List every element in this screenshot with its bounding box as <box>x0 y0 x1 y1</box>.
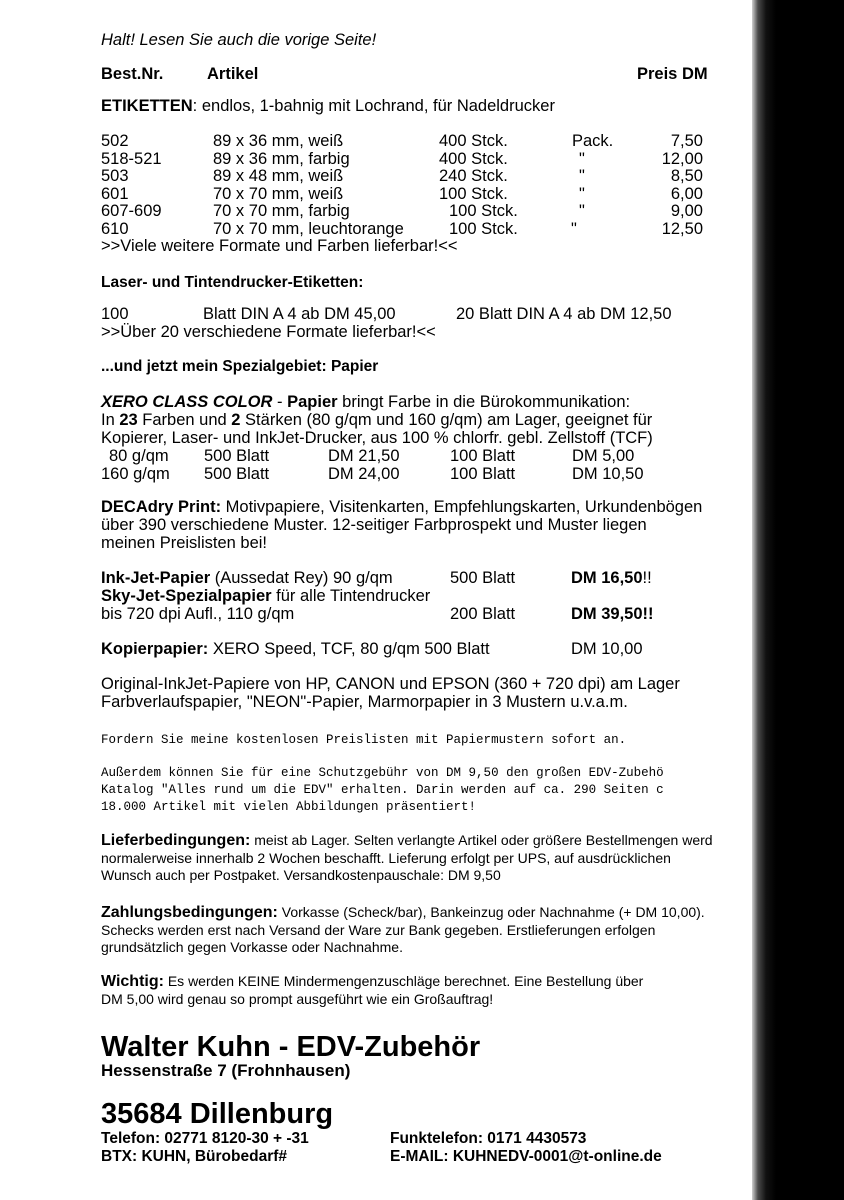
skyjet-desc: für alle Tintendrucker <box>271 587 431 605</box>
liefer-line-1 <box>101 833 713 849</box>
row-size: 89 x 36 mm, farbig <box>213 149 350 168</box>
row-unit: " <box>571 219 577 238</box>
laser-nr: 100 <box>101 305 129 323</box>
xero-line-2 <box>101 412 652 429</box>
row-price: 12,00 <box>661 149 703 168</box>
spezial-heading: ...und jetzt mein Spezialgebiet: Papier <box>101 358 379 375</box>
kopier-title: Kopierpapier: <box>101 640 209 658</box>
company-name: Walter Kuhn - EDV-Zubehör <box>101 1031 481 1063</box>
skyjet-price: DM 39,50!! <box>571 605 654 623</box>
decadry-line-1 <box>101 499 702 516</box>
xero-price-b: DM 10,50 <box>572 464 644 483</box>
xero-brand: XERO CLASS COLOR <box>101 393 273 411</box>
xero-colors-count: 23 <box>119 411 138 429</box>
original-line-2: Farbverlaufspapier, "NEON"-Papier, Marmorpapier in 3 Mustern u.v.a.m. <box>101 693 628 711</box>
laser-title: Laser- und Tintendrucker-Etiketten: <box>101 274 364 291</box>
row-size: 70 x 70 mm, leuchtorange <box>213 219 404 238</box>
mono-line-4: 18.000 Artikel mit vielen Abbildungen präsentiert! <box>101 800 477 814</box>
skyjet-line <box>101 588 430 605</box>
row-unit: " <box>579 184 585 203</box>
xero-l2-a: In <box>101 411 120 429</box>
header-preis: Preis DM <box>637 65 708 83</box>
table-row <box>101 186 741 204</box>
decadry-line-2: über 390 verschiedene Muster. 12-seitiger Farbprospekt und Muster liegen <box>101 516 647 534</box>
wichtig-line-2: DM 5,00 wird genau so prompt ausgeführt wie ein Großauftrag! <box>101 991 494 1007</box>
xero-qty-a: 500 Blatt <box>204 447 270 465</box>
liefer-title: Lieferbedingungen: <box>101 832 251 849</box>
row-qty: 100 Stck. <box>439 184 508 203</box>
inkjet-price-value: DM 16,50 <box>571 569 643 587</box>
xero-weights-count: 2 <box>231 411 241 429</box>
table-row <box>101 203 741 221</box>
decadry-line-3: meinen Preislisten bei! <box>101 534 267 552</box>
row-price: 12,50 <box>661 219 703 238</box>
xero-line-1 <box>101 394 630 411</box>
wichtig-title: Wichtig: <box>101 973 164 990</box>
inkjet-qty: 500 Blatt <box>450 569 516 587</box>
company-funktelefon: Funktelefon: 0171 4430573 <box>390 1130 587 1147</box>
laser-offer-2: 20 Blatt DIN A 4 ab DM 12,50 <box>456 305 672 323</box>
xero-dash: - <box>272 393 288 411</box>
row-nr: 601 <box>101 184 129 203</box>
skyjet-spec: bis 720 dpi Aufl., 110 g/qm <box>101 605 295 623</box>
xero-line-1-text: bringt Farbe in die Bürokommunikation: <box>337 393 631 411</box>
laser-more: >>Über 20 verschiedene Formate lieferbar!<< <box>101 323 436 341</box>
xero-price-b: DM 5,00 <box>572 447 635 465</box>
xero-price-a: DM 21,50 <box>328 447 400 465</box>
xero-weight: 160 g/qm <box>101 464 170 483</box>
mono-line-1: Fordern Sie meine kostenlosen Preislisten mit Papiermustern sofort an. <box>101 733 627 747</box>
table-row <box>101 168 741 186</box>
table-row <box>101 466 741 484</box>
row-size: 70 x 70 mm, farbig <box>213 202 350 220</box>
zahlung-line-3: grundsätzlich gegen Vorkasse oder Nachnahme. <box>101 939 403 955</box>
row-size: 70 x 70 mm, weiß <box>213 184 344 203</box>
inkjet-desc: (Aussedat Rey) 90 g/qm <box>210 569 393 587</box>
company-btx: BTX: KUHN, Bürobedarf# <box>101 1148 288 1165</box>
company-street: Hessenstraße 7 (Frohnhausen) <box>101 1061 351 1080</box>
etiketten-more: >>Viele weitere Formate und Farben lieferbar!<< <box>101 237 458 255</box>
row-nr: 607-609 <box>101 202 162 220</box>
table-row <box>101 238 741 256</box>
row-qty: 400 Stck. <box>439 132 508 150</box>
row-qty: 100 Stck. <box>449 219 518 238</box>
etiketten-title: ETIKETTEN <box>101 97 193 115</box>
row-nr: 503 <box>101 167 129 185</box>
row-nr: 610 <box>101 219 129 238</box>
company-city: 35684 Dillenburg <box>101 1098 334 1130</box>
original-line-1: Original-InkJet-Papiere von HP, CANON und EPSON (360 + 720 dpi) am Lager <box>101 675 680 693</box>
row-size: 89 x 48 mm, weiß <box>213 167 344 185</box>
inkjet-price-exclaim: !! <box>642 569 652 587</box>
company-email: E-MAIL: KUHNEDV-0001@t-online.de <box>390 1148 662 1165</box>
row-qty: 100 Stck. <box>449 202 518 220</box>
header-bestnr: Best.Nr. <box>101 65 164 83</box>
row-price: 7,50 <box>670 132 703 150</box>
skyjet-qty: 200 Blatt <box>450 605 516 623</box>
kopier-line <box>101 641 490 658</box>
row-nr: 502 <box>101 132 129 150</box>
liefer-line-3: Wunsch auch per Postpaket. Versandkostenpauschale: DM 9,50 <box>101 867 501 883</box>
skyjet-title: Sky-Jet-Spezialpapier <box>101 587 272 605</box>
row-unit: " <box>579 202 585 220</box>
xero-weight: 80 g/qm <box>109 447 169 465</box>
mono-line-3: Katalog "Alles rund um die EDV" erhalten. Darin werden auf ca. 290 Seiten c <box>101 783 664 797</box>
zahlung-line-1 <box>101 905 705 921</box>
kopier-desc: XERO Speed, TCF, 80 g/qm 500 Blatt <box>208 640 490 658</box>
xero-qty-a: 500 Blatt <box>204 464 270 483</box>
table-row <box>101 151 741 169</box>
row-qty: 400 Stck. <box>439 149 508 168</box>
row-unit: " <box>579 167 585 185</box>
scan-edge-shadow <box>752 0 844 1200</box>
table-row <box>101 133 741 151</box>
zahlung-line-2: Schecks werden erst nach Versand der Ware zur Bank gegeben. Erstlieferungen erfolgen <box>101 922 656 938</box>
etiketten-heading <box>101 98 555 115</box>
wichtig-line-1 <box>101 974 643 990</box>
inkjet-line-1 <box>101 570 393 587</box>
row-price: 8,50 <box>670 167 703 185</box>
mono-line-2: Außerdem können Sie für eine Schutzgebühr von DM 9,50 den großen EDV-Zubehö <box>101 766 664 780</box>
laser-offer-1: Blatt DIN A 4 ab DM 45,00 <box>203 305 396 323</box>
inkjet-title: Ink-Jet-Papier <box>101 569 211 587</box>
company-telefon: Telefon: 02771 8120-30 + -31 <box>101 1130 309 1147</box>
table-row <box>101 448 741 466</box>
kopier-price: DM 10,00 <box>571 640 643 658</box>
inkjet-price <box>571 570 652 587</box>
row-price: 9,00 <box>670 202 703 220</box>
xero-qty-b: 100 Blatt <box>450 447 516 465</box>
decadry-line-1-text: Motivpapiere, Visitenkarten, Empfehlungskarten, Urkundenbögen <box>221 498 703 516</box>
liefer-line-2: normalerweise innerhalb 2 Wochen beschafft. Lieferung erfolgt per UPS, auf ausdrücklichen <box>101 850 671 866</box>
liefer-line-1-text: meist ab Lager. Selten verlangte Artikel oder größere Bestellmengen werd <box>250 832 713 848</box>
etiketten-table <box>101 133 741 256</box>
row-price: 6,00 <box>670 184 703 203</box>
xero-papier: Papier <box>287 393 338 411</box>
etiketten-desc: : endlos, 1-bahnig mit Lochrand, für Nadeldrucker <box>192 97 555 115</box>
note-previous-page: Halt! Lesen Sie auch die vorige Seite! <box>101 31 377 49</box>
row-qty: 240 Stck. <box>439 167 508 185</box>
table-row <box>101 221 741 239</box>
xero-l2-e: Stärken (80 g/qm und 160 g/qm) am Lager, geeignet für <box>240 411 653 429</box>
xero-qty-b: 100 Blatt <box>450 464 516 483</box>
xero-table <box>101 448 741 483</box>
row-unit: " <box>579 149 585 168</box>
xero-price-a: DM 24,00 <box>328 464 400 483</box>
decadry-title: DECAdry Print: <box>101 498 222 516</box>
zahlung-title: Zahlungsbedingungen: <box>101 904 278 921</box>
row-nr: 518-521 <box>101 149 162 168</box>
zahlung-line-1-text: Vorkasse (Scheck/bar), Bankeinzug oder Nachnahme (+ DM 10,00). <box>277 904 705 920</box>
wichtig-line-1-text: Es werden KEINE Mindermengenzuschläge berechnet. Eine Bestellung über <box>163 973 644 989</box>
row-size: 89 x 36 mm, weiß <box>213 132 344 150</box>
xero-l2-c: Farben und <box>137 411 232 429</box>
row-unit: Pack. <box>572 132 614 150</box>
header-artikel: Artikel <box>207 65 259 83</box>
xero-line-3: Kopierer, Laser- und InkJet-Drucker, aus 100 % chlorfr. gebl. Zellstoff (TCF) <box>101 429 653 447</box>
